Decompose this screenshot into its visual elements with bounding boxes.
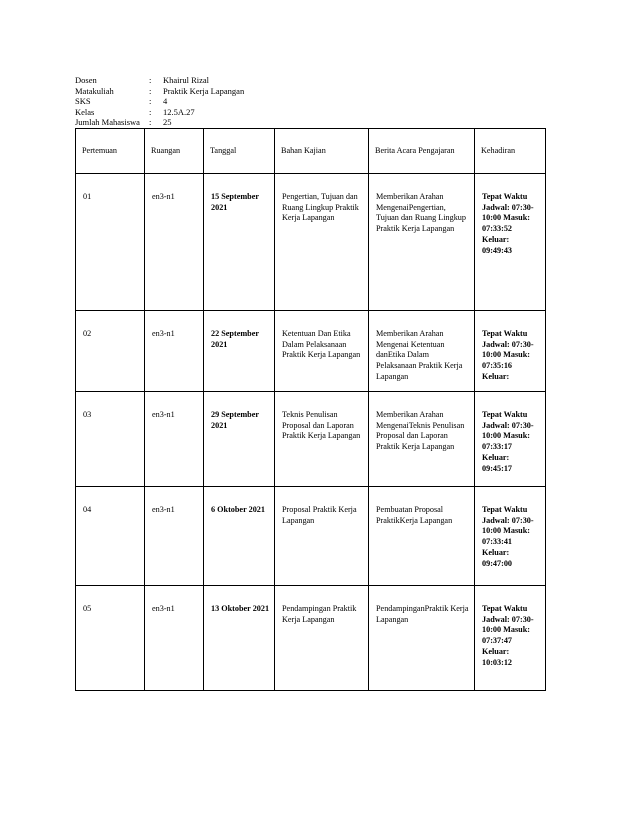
- header-pertemuan: Pertemuan: [76, 129, 145, 174]
- cell-pertemuan: 04: [76, 487, 145, 586]
- cell-tanggal: 15 September 2021: [204, 174, 275, 311]
- info-value: 12.5A.27: [163, 106, 195, 117]
- info-value: Khairul Rizal: [163, 75, 210, 85]
- header-berita-acara: Berita Acara Pengajaran: [369, 129, 475, 174]
- cell-bahan-kajian: Ketentuan Dan Etika Dalam Pelaksanaan Praktik Kerja Lapangan: [275, 311, 369, 392]
- cell-berita-acara: Memberikan Arahan Mengenai Ketentuan danEtika Dalam Pelaksanaan Praktik Kerja Lapangan: [369, 311, 475, 392]
- info-colon: :: [149, 117, 152, 128]
- cell-kehadiran: Tepat Waktu Jadwal: 07:30-10:00 Masuk: 07:35:16 Keluar:: [475, 311, 546, 392]
- table-row: [76, 586, 546, 691]
- cell-berita-acara: PendampinganPraktik Kerja Lapangan: [369, 586, 475, 691]
- info-label: Jumlah Mahasiswa: [75, 117, 140, 128]
- cell-pertemuan: 05: [76, 586, 145, 691]
- info-value: Praktik Kerja Lapangan: [163, 85, 245, 96]
- cell-tanggal: 6 Oktober 2021: [204, 487, 275, 586]
- info-colon: :: [149, 75, 152, 85]
- cell-kehadiran: Tepat Waktu Jadwal: 07:30-10:00 Masuk: 07:33:52 Keluar: 09:49:43: [475, 174, 546, 311]
- header-bahan-kajian: Bahan Kajian: [275, 129, 369, 174]
- cell-kehadiran: Tepat Waktu Jadwal: 07:30-10:00 Masuk: 07:33:41 Keluar: 09:47:00: [475, 487, 546, 586]
- table-header-row: [76, 129, 546, 174]
- cell-pertemuan: 01: [76, 174, 145, 311]
- info-colon: :: [149, 106, 152, 117]
- info-label: Matakuliah: [75, 85, 114, 96]
- cell-tanggal: 13 Oktober 2021: [204, 586, 275, 691]
- table-row: [76, 311, 546, 392]
- table-row: [76, 487, 546, 586]
- info-colon: :: [149, 96, 152, 107]
- cell-ruangan: en3-n1: [145, 586, 204, 691]
- info-row-sks: [75, 96, 244, 107]
- cell-pertemuan: 03: [76, 392, 145, 487]
- header-tanggal: Tanggal: [204, 129, 275, 174]
- course-info: [75, 75, 244, 128]
- cell-tanggal: 22 September 2021: [204, 311, 275, 392]
- cell-tanggal: 29 September 2021: [204, 392, 275, 487]
- cell-bahan-kajian: Teknis Penulisan Proposal dan Laporan Praktik Kerja Lapangan: [275, 392, 369, 487]
- cell-ruangan: en3-n1: [145, 174, 204, 311]
- info-value: 25: [163, 117, 172, 128]
- cell-bahan-kajian: Pendampingan Praktik Kerja Lapangan: [275, 586, 369, 691]
- info-row-jumlah-mahasiswa: [75, 117, 244, 128]
- table-row: [76, 392, 546, 487]
- cell-kehadiran: Tepat Waktu Jadwal: 07:30-10:00 Masuk: 07:33:17 Keluar: 09:45:17: [475, 392, 546, 487]
- cell-bahan-kajian: Proposal Praktik Kerja Lapangan: [275, 487, 369, 586]
- header-ruangan: Ruangan: [145, 129, 204, 174]
- info-colon: :: [149, 85, 152, 96]
- header-kehadiran: Kehadiran: [475, 129, 546, 174]
- table-row: [76, 174, 546, 311]
- cell-berita-acara: Memberikan Arahan MengenaiTeknis Penulisan Proposal dan Laporan Praktik Kerja Lapangan: [369, 392, 475, 487]
- cell-ruangan: en3-n1: [145, 392, 204, 487]
- info-label: Kelas: [75, 106, 95, 117]
- cell-berita-acara: Memberikan Arahan MengenaiPengertian, Tujuan dan Ruang Lingkup Praktik Kerja Lapangan: [369, 174, 475, 311]
- info-label: Dosen: [75, 75, 97, 85]
- attendance-table: [75, 128, 546, 691]
- info-row-dosen: [75, 75, 244, 86]
- cell-bahan-kajian: Pengertian, Tujuan dan Ruang Lingkup Praktik Kerja Lapangan: [275, 174, 369, 311]
- info-label: SKS: [75, 96, 91, 107]
- cell-berita-acara: Pembuatan Proposal PraktikKerja Lapangan: [369, 487, 475, 586]
- cell-pertemuan: 02: [76, 311, 145, 392]
- info-row-matakuliah: [75, 86, 244, 97]
- cell-ruangan: en3-n1: [145, 311, 204, 392]
- info-value: 4: [163, 96, 168, 107]
- cell-kehadiran: Tepat Waktu Jadwal: 07:30-10:00 Masuk: 07:37:47 Keluar: 10:03:12: [475, 586, 546, 691]
- cell-ruangan: en3-n1: [145, 487, 204, 586]
- info-row-kelas: [75, 107, 244, 118]
